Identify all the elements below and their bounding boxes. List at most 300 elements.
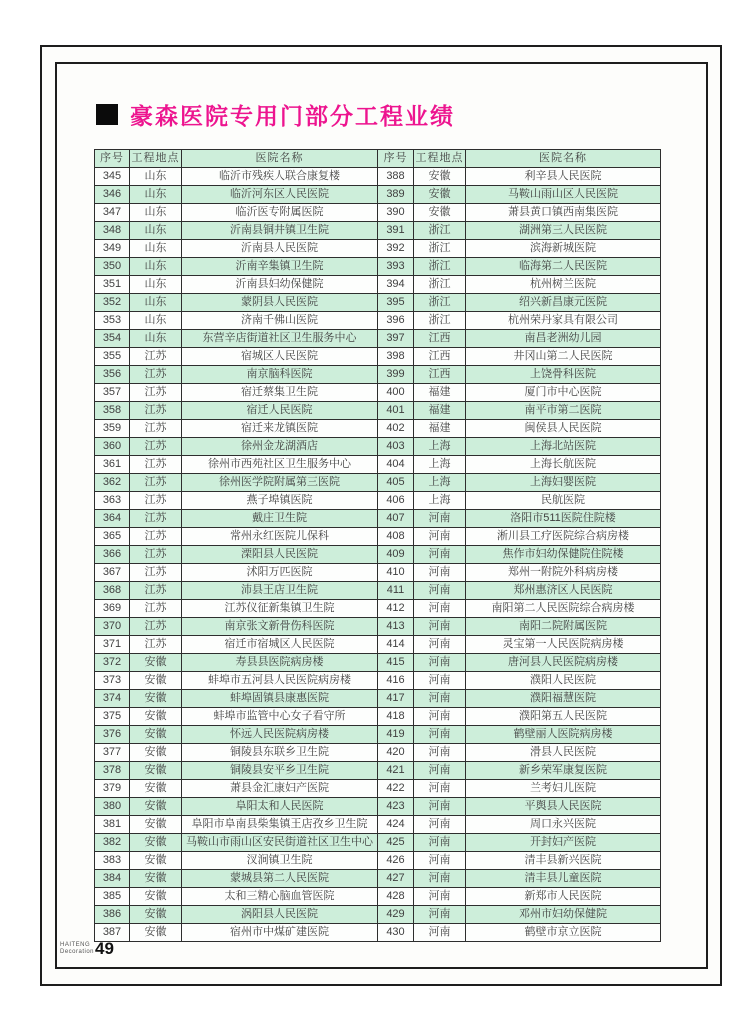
hospital-cell: 临海第二人民医院 — [466, 258, 661, 276]
serial-cell: 428 — [378, 888, 414, 906]
table-row — [95, 744, 661, 762]
hospital-cell: 临沂河东区人民医院 — [182, 186, 378, 204]
location-cell: 安徽 — [130, 798, 182, 816]
hospital-cell: 沂南县铜井镇卫生院 — [182, 222, 378, 240]
hospital-cell: 汊涧镇卫生院 — [182, 852, 378, 870]
location-cell: 河南 — [414, 582, 466, 600]
location-cell: 江苏 — [130, 420, 182, 438]
location-cell: 安徽 — [130, 780, 182, 798]
serial-cell: 354 — [95, 330, 130, 348]
serial-cell: 368 — [95, 582, 130, 600]
location-cell: 浙江 — [414, 294, 466, 312]
publisher-logo-line2: Decoration — [60, 949, 95, 955]
serial-cell: 374 — [95, 690, 130, 708]
location-cell: 河南 — [414, 636, 466, 654]
location-cell: 安徽 — [130, 870, 182, 888]
location-cell: 安徽 — [414, 168, 466, 186]
table-row — [95, 492, 661, 510]
serial-cell: 365 — [95, 528, 130, 546]
location-cell: 福建 — [414, 402, 466, 420]
hospital-cell: 涡阳县人民医院 — [182, 906, 378, 924]
serial-cell: 399 — [378, 366, 414, 384]
hospital-cell: 临沂市残疾人联合康复楼 — [182, 168, 378, 186]
hospital-cell: 萧县黄口镇西南集医院 — [466, 204, 661, 222]
serial-cell: 396 — [378, 312, 414, 330]
serial-cell: 351 — [95, 276, 130, 294]
hospital-cell: 沂南辛集镇卫生院 — [182, 258, 378, 276]
hospital-cell: 徐州金龙湖酒店 — [182, 438, 378, 456]
serial-cell: 362 — [95, 474, 130, 492]
location-cell: 河南 — [414, 870, 466, 888]
table-row — [95, 204, 661, 222]
hospital-cell: 洛阳市511医院住院楼 — [466, 510, 661, 528]
location-cell: 山东 — [130, 258, 182, 276]
serial-cell: 360 — [95, 438, 130, 456]
location-cell: 江西 — [414, 348, 466, 366]
hospital-cell: 寿县县医院病房楼 — [182, 654, 378, 672]
table-row — [95, 564, 661, 582]
hospital-cell: 宿迁人民医院 — [182, 402, 378, 420]
location-cell: 上海 — [414, 474, 466, 492]
serial-cell: 375 — [95, 708, 130, 726]
table-row — [95, 528, 661, 546]
serial-cell: 402 — [378, 420, 414, 438]
serial-cell: 391 — [378, 222, 414, 240]
location-cell: 福建 — [414, 420, 466, 438]
hospital-cell: 江苏仪征新集镇卫生院 — [182, 600, 378, 618]
serial-cell: 379 — [95, 780, 130, 798]
location-cell: 山东 — [130, 276, 182, 294]
hospital-cell: 南昌老洲幼儿园 — [466, 330, 661, 348]
location-cell: 河南 — [414, 798, 466, 816]
hospital-cell: 焦作市妇幼保健院住院楼 — [466, 546, 661, 564]
location-cell: 河南 — [414, 816, 466, 834]
hospital-cell: 开封妇产医院 — [466, 834, 661, 852]
table-header-row — [95, 150, 661, 168]
hospital-cell: 郑州惠济区人民医院 — [466, 582, 661, 600]
serial-cell: 380 — [95, 798, 130, 816]
serial-cell: 373 — [95, 672, 130, 690]
location-cell: 安徽 — [130, 834, 182, 852]
serial-cell: 348 — [95, 222, 130, 240]
col-header-location-right: 工程地点 — [414, 150, 466, 168]
table-row — [95, 798, 661, 816]
serial-cell: 418 — [378, 708, 414, 726]
serial-cell: 388 — [378, 168, 414, 186]
serial-cell: 411 — [378, 582, 414, 600]
location-cell: 山东 — [130, 186, 182, 204]
hospital-cell: 闽侯县人民医院 — [466, 420, 661, 438]
hospital-cell: 南京张文新骨伤科医院 — [182, 618, 378, 636]
col-header-serial-right: 序号 — [378, 150, 414, 168]
hospital-cell: 濮阳福慧医院 — [466, 690, 661, 708]
location-cell: 河南 — [414, 564, 466, 582]
hospital-cell: 东营辛店街道社区卫生服务中心 — [182, 330, 378, 348]
hospital-cell: 南平市第二医院 — [466, 402, 661, 420]
location-cell: 安徽 — [130, 690, 182, 708]
table-row — [95, 690, 661, 708]
location-cell: 安徽 — [130, 906, 182, 924]
table-row — [95, 870, 661, 888]
serial-cell: 393 — [378, 258, 414, 276]
serial-cell: 384 — [95, 870, 130, 888]
serial-cell: 345 — [95, 168, 130, 186]
hospital-cell: 上海妇婴医院 — [466, 474, 661, 492]
location-cell: 江苏 — [130, 510, 182, 528]
hospital-cell: 滑县人民医院 — [466, 744, 661, 762]
hospital-cell: 上海长航医院 — [466, 456, 661, 474]
hospital-cell: 济南千佛山医院 — [182, 312, 378, 330]
serial-cell: 369 — [95, 600, 130, 618]
location-cell: 山东 — [130, 294, 182, 312]
serial-cell: 417 — [378, 690, 414, 708]
hospital-cell: 民航医院 — [466, 492, 661, 510]
hospital-cell: 宿州市中煤矿建医院 — [182, 924, 378, 942]
hospital-cell: 蚌埠固镇县康惠医院 — [182, 690, 378, 708]
serial-cell: 381 — [95, 816, 130, 834]
serial-cell: 352 — [95, 294, 130, 312]
serial-cell: 377 — [95, 744, 130, 762]
table-row — [95, 474, 661, 492]
serial-cell: 390 — [378, 204, 414, 222]
hospital-cell: 唐河县人民医院病房楼 — [466, 654, 661, 672]
location-cell: 江苏 — [130, 564, 182, 582]
serial-cell: 386 — [95, 906, 130, 924]
serial-cell: 378 — [95, 762, 130, 780]
location-cell: 江苏 — [130, 636, 182, 654]
hospital-cell: 沭阳万匹医院 — [182, 564, 378, 582]
hospital-cell: 蚌埠市监管中心女子看守所 — [182, 708, 378, 726]
location-cell: 江苏 — [130, 528, 182, 546]
serial-cell: 382 — [95, 834, 130, 852]
table-row — [95, 438, 661, 456]
location-cell: 河南 — [414, 528, 466, 546]
hospital-cell: 邓州市妇幼保健院 — [466, 906, 661, 924]
serial-cell: 389 — [378, 186, 414, 204]
location-cell: 安徽 — [130, 852, 182, 870]
location-cell: 河南 — [414, 654, 466, 672]
location-cell: 安徽 — [130, 888, 182, 906]
hospital-cell: 燕子埠镇医院 — [182, 492, 378, 510]
serial-cell: 400 — [378, 384, 414, 402]
hospital-cell: 郑州一附院外科病房楼 — [466, 564, 661, 582]
location-cell: 河南 — [414, 888, 466, 906]
hospital-cell: 宿迁来龙镇医院 — [182, 420, 378, 438]
hospital-cell: 沂南县妇幼保健院 — [182, 276, 378, 294]
location-cell: 河南 — [414, 834, 466, 852]
serial-cell: 392 — [378, 240, 414, 258]
table-row — [95, 924, 661, 942]
location-cell: 河南 — [414, 708, 466, 726]
location-cell: 江西 — [414, 366, 466, 384]
hospital-cell: 南阳第二人民医院综合病房楼 — [466, 600, 661, 618]
hospital-cell: 沛县王店卫生院 — [182, 582, 378, 600]
location-cell: 安徽 — [130, 672, 182, 690]
location-cell: 河南 — [414, 906, 466, 924]
location-cell: 河南 — [414, 510, 466, 528]
table-row — [95, 222, 661, 240]
table-row — [95, 402, 661, 420]
table-row — [95, 384, 661, 402]
table-row — [95, 276, 661, 294]
location-cell: 安徽 — [414, 204, 466, 222]
serial-cell: 401 — [378, 402, 414, 420]
location-cell: 山东 — [130, 204, 182, 222]
location-cell: 浙江 — [414, 276, 466, 294]
serial-cell: 364 — [95, 510, 130, 528]
table-row — [95, 906, 661, 924]
hospital-cell: 溧阳县人民医院 — [182, 546, 378, 564]
location-cell: 江苏 — [130, 618, 182, 636]
hospital-cell: 阜阳太和人民医院 — [182, 798, 378, 816]
serial-cell: 405 — [378, 474, 414, 492]
location-cell: 河南 — [414, 852, 466, 870]
location-cell: 江苏 — [130, 456, 182, 474]
serial-cell: 387 — [95, 924, 130, 942]
serial-cell: 419 — [378, 726, 414, 744]
location-cell: 山东 — [130, 312, 182, 330]
location-cell: 安徽 — [130, 708, 182, 726]
location-cell: 山东 — [130, 168, 182, 186]
table-row — [95, 348, 661, 366]
serial-cell: 397 — [378, 330, 414, 348]
table-row — [95, 366, 661, 384]
hospital-cell: 蒙阴县人民医院 — [182, 294, 378, 312]
hospital-cell: 铜陵县安平乡卫生院 — [182, 762, 378, 780]
serial-cell: 407 — [378, 510, 414, 528]
location-cell: 河南 — [414, 690, 466, 708]
serial-cell: 370 — [95, 618, 130, 636]
location-cell: 江苏 — [130, 348, 182, 366]
hospital-cell: 濮阳第五人民医院 — [466, 708, 661, 726]
hospital-cell: 南阳二院附属医院 — [466, 618, 661, 636]
location-cell: 江苏 — [130, 582, 182, 600]
location-cell: 河南 — [414, 726, 466, 744]
page-title: 豪森医院专用门部分工程业绩 — [130, 103, 455, 129]
serial-cell: 357 — [95, 384, 130, 402]
hospital-cell: 宿城区人民医院 — [182, 348, 378, 366]
table-row — [95, 672, 661, 690]
hospital-cell: 沂南县人民医院 — [182, 240, 378, 258]
hospital-cell: 濮阳人民医院 — [466, 672, 661, 690]
publisher-logo — [60, 942, 94, 956]
hospital-cell: 新郑市人民医院 — [466, 888, 661, 906]
hospital-cell: 鹤壁丽人医院病房楼 — [466, 726, 661, 744]
square-bullet-icon — [96, 104, 118, 125]
hospital-cell: 滨海新城医院 — [466, 240, 661, 258]
hospital-cell: 阜阳市阜南县柴集镇王店孜乡卫生院 — [182, 816, 378, 834]
hospital-cell: 戴庄卫生院 — [182, 510, 378, 528]
serial-cell: 409 — [378, 546, 414, 564]
table-row — [95, 636, 661, 654]
location-cell: 上海 — [414, 492, 466, 510]
hospital-cell: 新乡荣军康复医院 — [466, 762, 661, 780]
serial-cell: 347 — [95, 204, 130, 222]
location-cell: 山东 — [130, 240, 182, 258]
page-number: 49 — [95, 939, 114, 958]
col-header-hospital-left: 医院名称 — [182, 150, 378, 168]
hospital-cell: 铜陵县东联乡卫生院 — [182, 744, 378, 762]
hospital-cell: 杭州荣丹家具有限公司 — [466, 312, 661, 330]
page-footer — [60, 941, 114, 956]
serial-cell: 425 — [378, 834, 414, 852]
table-row — [95, 456, 661, 474]
table-row — [95, 888, 661, 906]
table-row — [95, 780, 661, 798]
location-cell: 山东 — [130, 222, 182, 240]
location-cell: 河南 — [414, 744, 466, 762]
serial-cell: 367 — [95, 564, 130, 582]
hospital-cell: 井冈山第二人民医院 — [466, 348, 661, 366]
serial-cell: 427 — [378, 870, 414, 888]
serial-cell: 413 — [378, 618, 414, 636]
location-cell: 江苏 — [130, 546, 182, 564]
location-cell: 河南 — [414, 618, 466, 636]
hospital-cell: 周口永兴医院 — [466, 816, 661, 834]
location-cell: 河南 — [414, 780, 466, 798]
hospital-cell: 清丰县儿童医院 — [466, 870, 661, 888]
location-cell: 安徽 — [130, 744, 182, 762]
table-row — [95, 582, 661, 600]
hospital-cell: 马鞍山市雨山区安民街道社区卫生中心 — [182, 834, 378, 852]
serial-cell: 371 — [95, 636, 130, 654]
location-cell: 浙江 — [414, 258, 466, 276]
table-row — [95, 312, 661, 330]
serial-cell: 376 — [95, 726, 130, 744]
hospital-cell: 萧县金汇康妇产医院 — [182, 780, 378, 798]
hospital-cell: 淅川县工疗医院综合病房楼 — [466, 528, 661, 546]
serial-cell: 430 — [378, 924, 414, 942]
location-cell: 安徽 — [414, 186, 466, 204]
hospital-cell: 杭州树兰医院 — [466, 276, 661, 294]
serial-cell: 414 — [378, 636, 414, 654]
hospital-cell: 马鞍山雨山区人民医院 — [466, 186, 661, 204]
table-row — [95, 258, 661, 276]
serial-cell: 353 — [95, 312, 130, 330]
serial-cell: 416 — [378, 672, 414, 690]
serial-cell: 346 — [95, 186, 130, 204]
location-cell: 江苏 — [130, 474, 182, 492]
serial-cell: 358 — [95, 402, 130, 420]
location-cell: 河南 — [414, 600, 466, 618]
location-cell: 江西 — [414, 330, 466, 348]
location-cell: 山东 — [130, 330, 182, 348]
serial-cell: 412 — [378, 600, 414, 618]
serial-cell: 395 — [378, 294, 414, 312]
location-cell: 安徽 — [130, 924, 182, 942]
hospital-cell: 利辛县人民医院 — [466, 168, 661, 186]
serial-cell: 363 — [95, 492, 130, 510]
table-row — [95, 726, 661, 744]
serial-cell: 420 — [378, 744, 414, 762]
table-row — [95, 546, 661, 564]
location-cell: 河南 — [414, 546, 466, 564]
hospital-cell: 灵宝第一人民医院病房楼 — [466, 636, 661, 654]
hospital-cell: 湖洲第三人民医院 — [466, 222, 661, 240]
table-row — [95, 816, 661, 834]
col-header-hospital-right: 医院名称 — [466, 150, 661, 168]
hospital-cell: 南京脑科医院 — [182, 366, 378, 384]
hospital-cell: 厦门市中心医院 — [466, 384, 661, 402]
hospital-cell: 蚌埠市五河县人民医院病房楼 — [182, 672, 378, 690]
table-row — [95, 618, 661, 636]
location-cell: 江苏 — [130, 402, 182, 420]
location-cell: 上海 — [414, 456, 466, 474]
location-cell: 安徽 — [130, 654, 182, 672]
col-header-serial-left: 序号 — [95, 150, 130, 168]
table-row — [95, 708, 661, 726]
col-header-location-left: 工程地点 — [130, 150, 182, 168]
hospital-cell: 怀远人民医院病房楼 — [182, 726, 378, 744]
serial-cell: 385 — [95, 888, 130, 906]
serial-cell: 355 — [95, 348, 130, 366]
hospital-cell: 太和三精心脑血管医院 — [182, 888, 378, 906]
location-cell: 河南 — [414, 672, 466, 690]
serial-cell: 361 — [95, 456, 130, 474]
serial-cell: 406 — [378, 492, 414, 510]
serial-cell: 403 — [378, 438, 414, 456]
location-cell: 江苏 — [130, 492, 182, 510]
hospital-cell: 徐州市西苑社区卫生服务中心 — [182, 456, 378, 474]
table-row — [95, 834, 661, 852]
table-row — [95, 168, 661, 186]
serial-cell: 394 — [378, 276, 414, 294]
location-cell: 福建 — [414, 384, 466, 402]
hospital-cell: 宿迁蔡集卫生院 — [182, 384, 378, 402]
table-row — [95, 654, 661, 672]
location-cell: 江苏 — [130, 438, 182, 456]
location-cell: 江苏 — [130, 384, 182, 402]
serial-cell: 383 — [95, 852, 130, 870]
hospital-cell: 绍兴新昌康元医院 — [466, 294, 661, 312]
location-cell: 浙江 — [414, 240, 466, 258]
serial-cell: 349 — [95, 240, 130, 258]
hospital-cell: 宿迁市宿城区人民医院 — [182, 636, 378, 654]
table-row — [95, 600, 661, 618]
serial-cell: 423 — [378, 798, 414, 816]
location-cell: 河南 — [414, 924, 466, 942]
serial-cell: 404 — [378, 456, 414, 474]
location-cell: 安徽 — [130, 816, 182, 834]
hospital-cell: 徐州医学院附属第三医院 — [182, 474, 378, 492]
table-row — [95, 186, 661, 204]
serial-cell: 359 — [95, 420, 130, 438]
serial-cell: 424 — [378, 816, 414, 834]
serial-cell: 429 — [378, 906, 414, 924]
serial-cell: 356 — [95, 366, 130, 384]
hospital-cell: 鹤壁市京立医院 — [466, 924, 661, 942]
publisher-logo-line1: HAITENG — [60, 942, 91, 948]
serial-cell: 398 — [378, 348, 414, 366]
serial-cell: 408 — [378, 528, 414, 546]
location-cell: 安徽 — [130, 726, 182, 744]
hospital-cell: 上饶骨科医院 — [466, 366, 661, 384]
table-row — [95, 294, 661, 312]
serial-cell: 350 — [95, 258, 130, 276]
table-row — [95, 852, 661, 870]
table-row — [95, 510, 661, 528]
hospital-cell: 兰考妇儿医院 — [466, 780, 661, 798]
serial-cell: 421 — [378, 762, 414, 780]
hospital-cell: 常州永红医院儿保科 — [182, 528, 378, 546]
serial-cell: 415 — [378, 654, 414, 672]
serial-cell: 422 — [378, 780, 414, 798]
location-cell: 江苏 — [130, 600, 182, 618]
table-row — [95, 240, 661, 258]
table-row — [95, 762, 661, 780]
project-results-table — [94, 149, 661, 942]
location-cell: 安徽 — [130, 762, 182, 780]
